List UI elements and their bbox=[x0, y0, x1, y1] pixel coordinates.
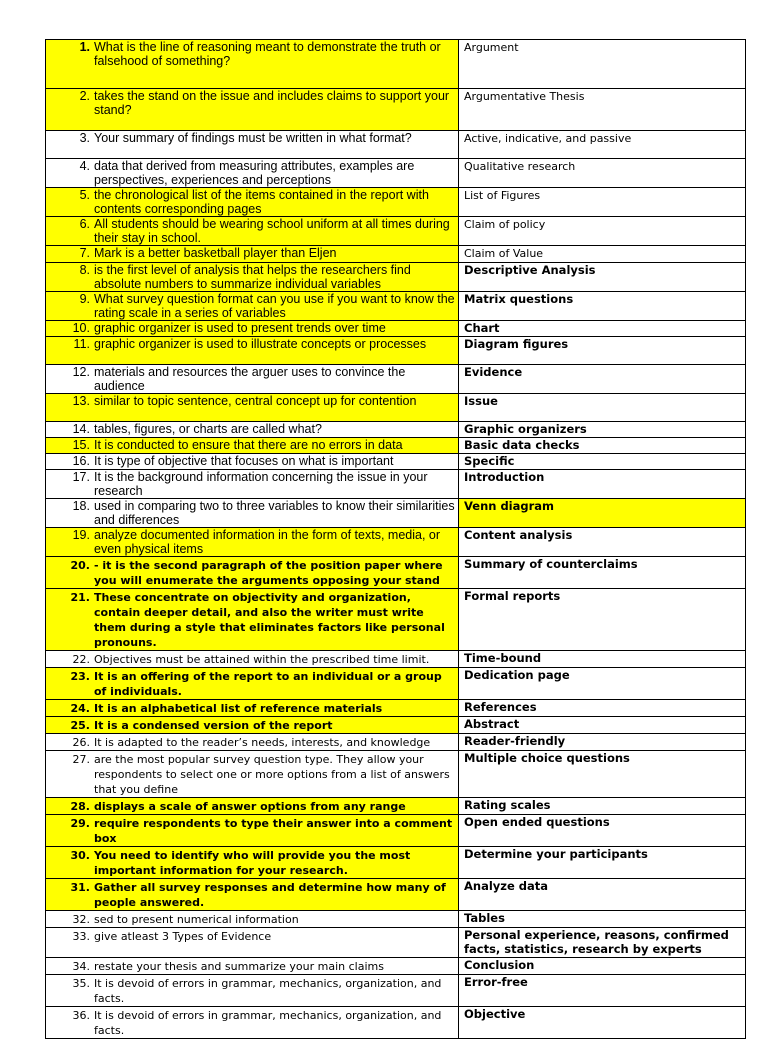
table-row bbox=[46, 528, 746, 557]
answer-cell bbox=[459, 751, 746, 798]
table-row bbox=[46, 1007, 746, 1039]
answer-cell bbox=[459, 1007, 746, 1039]
table-row bbox=[46, 365, 746, 394]
answer-text: Content analysis bbox=[464, 528, 573, 542]
answer-text: Chart bbox=[464, 321, 500, 335]
question-text: materials and resources the arguer uses to convince the audience bbox=[94, 365, 406, 393]
question-cell bbox=[46, 847, 459, 879]
table-row bbox=[46, 847, 746, 879]
table-row bbox=[46, 700, 746, 717]
table-row bbox=[46, 499, 746, 528]
question-number: 11. bbox=[73, 337, 90, 351]
table-row bbox=[46, 454, 746, 470]
question-text: give atleast 3 Types of Evidence bbox=[94, 930, 272, 943]
question-text: graphic organizer is used to illustrate concepts or processes bbox=[94, 337, 427, 351]
answer-cell bbox=[459, 911, 746, 928]
answer-cell bbox=[459, 131, 746, 159]
question-text: It is an offering of the report to an individual or a group of individuals. bbox=[94, 670, 442, 698]
question-cell bbox=[46, 751, 459, 798]
answer-text: Abstract bbox=[464, 717, 520, 731]
question-cell bbox=[46, 928, 459, 958]
question-number: 9. bbox=[79, 292, 90, 306]
question-number: 27. bbox=[72, 753, 90, 766]
answer-text: Qualitative research bbox=[464, 160, 576, 173]
question-number: 26. bbox=[72, 736, 90, 749]
question-number: 15. bbox=[72, 438, 90, 452]
table-row bbox=[46, 337, 746, 365]
question-number: 20. bbox=[70, 559, 90, 572]
answer-text: Dedication page bbox=[464, 668, 570, 682]
question-number: 35. bbox=[72, 977, 90, 990]
question-number: 7. bbox=[79, 246, 90, 260]
table-row bbox=[46, 589, 746, 651]
question-cell bbox=[46, 734, 459, 751]
table-row bbox=[46, 668, 746, 700]
answer-cell bbox=[459, 292, 746, 321]
answer-cell bbox=[459, 454, 746, 470]
answer-cell bbox=[459, 321, 746, 337]
question-text: graphic organizer is used to present trends over time bbox=[94, 321, 386, 335]
question-number: 30. bbox=[70, 849, 90, 862]
answer-text: Argumentative Thesis bbox=[464, 90, 585, 103]
question-cell bbox=[46, 879, 459, 911]
question-number: 2. bbox=[79, 89, 90, 103]
answer-text: Specific bbox=[464, 454, 515, 468]
question-text: It is conducted to ensure that there are no errors in data bbox=[94, 438, 403, 452]
question-cell bbox=[46, 700, 459, 717]
question-cell bbox=[46, 365, 459, 394]
question-cell bbox=[46, 40, 459, 89]
table-row bbox=[46, 470, 746, 499]
answer-text: Active, indicative, and passive bbox=[464, 132, 632, 145]
question-text: takes the stand on the issue and includes claims to support your stand? bbox=[94, 89, 450, 117]
question-text: restate your thesis and summarize your main claims bbox=[94, 960, 384, 973]
question-cell bbox=[46, 292, 459, 321]
answer-text: Conclusion bbox=[464, 958, 535, 972]
answer-cell bbox=[459, 651, 746, 668]
answer-cell bbox=[459, 438, 746, 454]
question-cell bbox=[46, 89, 459, 131]
question-text: sed to present numerical information bbox=[94, 913, 299, 926]
answer-cell bbox=[459, 815, 746, 847]
question-text: similar to topic sentence, central concept up for contention bbox=[94, 394, 417, 408]
question-cell bbox=[46, 651, 459, 668]
question-number: 4. bbox=[79, 159, 90, 173]
table-row bbox=[46, 422, 746, 438]
table-row bbox=[46, 438, 746, 454]
question-number: 16. bbox=[72, 454, 90, 468]
answer-cell bbox=[459, 337, 746, 365]
table-row bbox=[46, 798, 746, 815]
question-number: 34. bbox=[72, 960, 90, 973]
answer-text: Objective bbox=[464, 1007, 526, 1021]
table-row bbox=[46, 958, 746, 975]
table-row bbox=[46, 89, 746, 131]
question-cell bbox=[46, 815, 459, 847]
answer-cell bbox=[459, 975, 746, 1007]
answer-text: Error-free bbox=[464, 975, 528, 989]
question-text: Your summary of findings must be written in what format? bbox=[94, 131, 412, 145]
question-text: It is an alphabetical list of reference materials bbox=[94, 702, 383, 715]
question-cell bbox=[46, 159, 459, 188]
answer-text: Formal reports bbox=[464, 589, 561, 603]
question-text: You need to identify who will provide you the most important information for your research. bbox=[94, 849, 411, 877]
answer-cell bbox=[459, 89, 746, 131]
question-cell bbox=[46, 422, 459, 438]
table-row bbox=[46, 734, 746, 751]
table-row bbox=[46, 217, 746, 246]
question-cell bbox=[46, 454, 459, 470]
answer-text: Claim of Value bbox=[464, 247, 544, 260]
question-text: analyze documented information in the form of texts, media, or even physical items bbox=[94, 528, 441, 556]
answer-text: Multiple choice questions bbox=[464, 751, 630, 765]
question-number: 13. bbox=[72, 394, 90, 408]
table-row bbox=[46, 557, 746, 589]
answer-cell bbox=[459, 188, 746, 217]
question-number: 19. bbox=[72, 528, 90, 542]
question-text: It is type of objective that focuses on what is important bbox=[94, 454, 394, 468]
question-text: It is adapted to the reader’s needs, interests, and knowledge bbox=[94, 736, 431, 749]
question-text: the chronological list of the items contained in the report with contents corresponding pages bbox=[94, 188, 429, 216]
table-row bbox=[46, 40, 746, 89]
table-row bbox=[46, 263, 746, 292]
table-row bbox=[46, 911, 746, 928]
question-cell bbox=[46, 321, 459, 337]
answer-text: Determine your participants bbox=[464, 847, 648, 861]
question-number: 8. bbox=[79, 263, 90, 277]
answer-cell bbox=[459, 847, 746, 879]
answer-cell bbox=[459, 879, 746, 911]
answer-text: Diagram figures bbox=[464, 337, 569, 351]
answer-text: Evidence bbox=[464, 365, 523, 379]
answer-cell bbox=[459, 700, 746, 717]
answer-cell bbox=[459, 928, 746, 958]
answer-text: Tables bbox=[464, 911, 505, 925]
question-text: It is the background information concerning the issue in your research bbox=[94, 470, 428, 498]
table-row bbox=[46, 246, 746, 263]
question-cell bbox=[46, 528, 459, 557]
question-cell bbox=[46, 798, 459, 815]
question-number: 10. bbox=[72, 321, 90, 335]
answer-text: Introduction bbox=[464, 470, 545, 484]
question-answer-table bbox=[45, 39, 746, 1039]
question-text: Gather all survey responses and determine how many of people answered. bbox=[94, 881, 446, 909]
question-cell bbox=[46, 188, 459, 217]
question-text: - it is the second paragraph of the position paper where you will enumerate the arguments opposing your stand bbox=[94, 559, 443, 587]
answer-text: Venn diagram bbox=[464, 499, 555, 513]
table-row bbox=[46, 928, 746, 958]
question-number: 25. bbox=[70, 719, 90, 732]
question-number: 5. bbox=[79, 188, 90, 202]
question-cell bbox=[46, 1007, 459, 1039]
question-cell bbox=[46, 217, 459, 246]
question-cell bbox=[46, 438, 459, 454]
answer-cell bbox=[459, 668, 746, 700]
question-text: are the most popular survey question type. They allow your respondents to select one or more options from a list of answers that you define bbox=[94, 753, 450, 796]
answer-text: Argument bbox=[464, 41, 519, 54]
answer-text: Descriptive Analysis bbox=[464, 263, 596, 277]
table-row bbox=[46, 751, 746, 798]
table-row bbox=[46, 188, 746, 217]
question-number: 3. bbox=[79, 131, 90, 145]
answer-cell bbox=[459, 557, 746, 589]
question-text: It is devoid of errors in grammar, mechanics, organization, and facts. bbox=[94, 1009, 442, 1037]
question-cell bbox=[46, 717, 459, 734]
question-number: 36. bbox=[72, 1009, 90, 1022]
question-text: What is the line of reasoning meant to demonstrate the truth or falsehood of something? bbox=[94, 40, 441, 68]
question-number: 32. bbox=[72, 913, 90, 926]
question-number: 31. bbox=[70, 881, 90, 894]
question-text: What survey question format can you use if you want to know the rating scale in a series of variables bbox=[94, 292, 455, 320]
answer-text: Rating scales bbox=[464, 798, 551, 812]
table-row bbox=[46, 321, 746, 337]
table-row bbox=[46, 394, 746, 422]
table-row bbox=[46, 159, 746, 188]
table-row bbox=[46, 131, 746, 159]
answer-text: List of Figures bbox=[464, 189, 541, 202]
question-number: 23. bbox=[70, 670, 90, 683]
answer-text: Reader-friendly bbox=[464, 734, 566, 748]
answer-text: Open ended questions bbox=[464, 815, 610, 829]
answer-cell bbox=[459, 40, 746, 89]
question-number: 33. bbox=[72, 930, 90, 943]
question-number: 1. bbox=[79, 40, 90, 54]
answer-cell bbox=[459, 958, 746, 975]
answer-text: Personal experience, reasons, confirmed facts, statistics, research by experts bbox=[464, 928, 729, 956]
answer-cell bbox=[459, 798, 746, 815]
question-cell bbox=[46, 557, 459, 589]
question-cell bbox=[46, 131, 459, 159]
question-number: 17. bbox=[72, 470, 90, 484]
answer-cell bbox=[459, 589, 746, 651]
answer-text: Graphic organizers bbox=[464, 422, 587, 436]
question-text: is the first level of analysis that helps the researchers find absolute numbers to summarize individual variables bbox=[94, 263, 411, 291]
question-number: 24. bbox=[70, 702, 90, 715]
question-number: 18. bbox=[72, 499, 90, 513]
question-cell bbox=[46, 958, 459, 975]
question-cell bbox=[46, 668, 459, 700]
answer-text: Analyze data bbox=[464, 879, 549, 893]
answer-cell bbox=[459, 159, 746, 188]
question-cell bbox=[46, 589, 459, 651]
question-text: These concentrate on objectivity and organization, contain deeper detail, and also the writer must write them during a style that eliminates factors like personal pronouns. bbox=[94, 591, 445, 649]
question-cell bbox=[46, 263, 459, 292]
question-text: All students should be wearing school uniform at all times during their stay in school. bbox=[94, 217, 450, 245]
answer-cell bbox=[459, 263, 746, 292]
question-text: displays a scale of answer options from any range bbox=[94, 800, 406, 813]
question-text: Objectives must be attained within the prescribed time limit. bbox=[94, 653, 430, 666]
answer-text: Claim of policy bbox=[464, 218, 546, 231]
answer-text: References bbox=[464, 700, 537, 714]
question-text: require respondents to type their answer into a comment box bbox=[94, 817, 453, 845]
question-text: Mark is a better basketball player than Eljen bbox=[94, 246, 337, 260]
question-number: 29. bbox=[70, 817, 90, 830]
table-body bbox=[46, 40, 746, 1039]
answer-cell bbox=[459, 470, 746, 499]
question-number: 21. bbox=[70, 591, 90, 604]
answer-cell bbox=[459, 499, 746, 528]
question-text: data that derived from measuring attributes, examples are perspectives, experiences and perceptions bbox=[94, 159, 415, 187]
answer-text: Issue bbox=[464, 394, 498, 408]
question-number: 14. bbox=[72, 422, 90, 436]
question-text: It is devoid of errors in grammar, mechanics, organization, and facts. bbox=[94, 977, 442, 1005]
table-row bbox=[46, 292, 746, 321]
answer-text: Time-bound bbox=[464, 651, 542, 665]
question-cell bbox=[46, 246, 459, 263]
question-cell bbox=[46, 499, 459, 528]
table-row bbox=[46, 651, 746, 668]
answer-cell bbox=[459, 246, 746, 263]
question-cell bbox=[46, 394, 459, 422]
table-row bbox=[46, 815, 746, 847]
question-number: 6. bbox=[79, 217, 90, 231]
answer-text: Matrix questions bbox=[464, 292, 574, 306]
question-cell bbox=[46, 975, 459, 1007]
answer-text: Summary of counterclaims bbox=[464, 557, 638, 571]
question-cell bbox=[46, 337, 459, 365]
answer-cell bbox=[459, 394, 746, 422]
question-cell bbox=[46, 911, 459, 928]
answer-cell bbox=[459, 217, 746, 246]
table-row bbox=[46, 717, 746, 734]
answer-text: Basic data checks bbox=[464, 438, 580, 452]
answer-cell bbox=[459, 528, 746, 557]
question-number: 28. bbox=[70, 800, 90, 813]
answer-cell bbox=[459, 717, 746, 734]
answer-cell bbox=[459, 365, 746, 394]
question-text: It is a condensed version of the report bbox=[94, 719, 333, 732]
table-row bbox=[46, 879, 746, 911]
table-row bbox=[46, 975, 746, 1007]
question-number: 22. bbox=[72, 653, 90, 666]
answer-cell bbox=[459, 422, 746, 438]
question-cell bbox=[46, 470, 459, 499]
question-text: used in comparing two to three variables to know their similarities and differences bbox=[94, 499, 455, 527]
answer-cell bbox=[459, 734, 746, 751]
question-number: 12. bbox=[72, 365, 90, 379]
question-text: tables, figures, or charts are called what? bbox=[94, 422, 322, 436]
